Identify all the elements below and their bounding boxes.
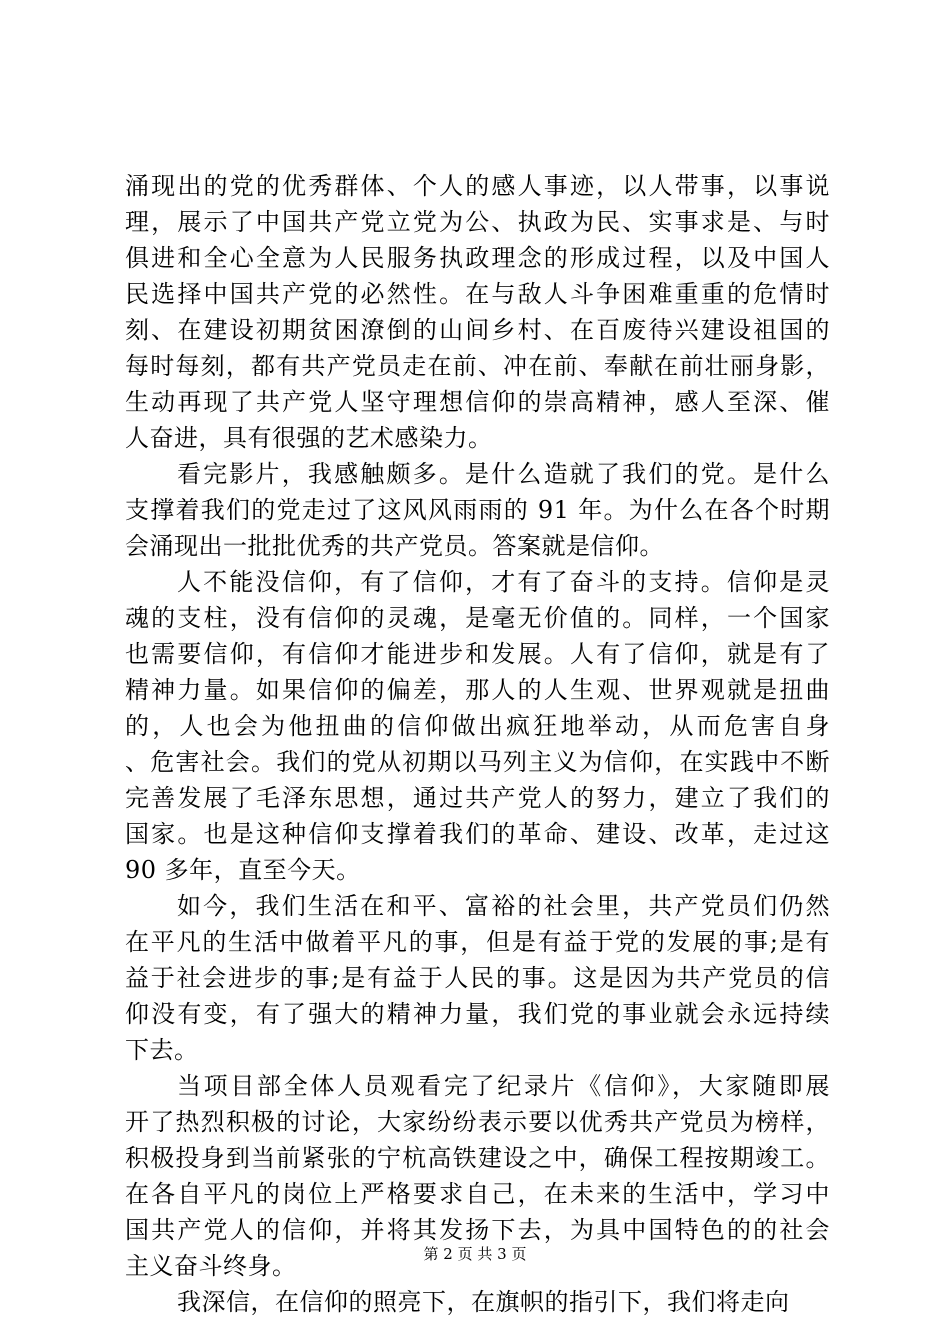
page-footer [0, 1244, 950, 1264]
paragraph [125, 1284, 830, 1320]
paragraph [125, 564, 830, 888]
text-line: 当项目部全体人员观看完了纪录片《信仰》，大家随即展 [177, 1072, 830, 1100]
text-line: 涌现出的党的优秀群体、个人的感人事迹，以人带事，以事说 [125, 172, 830, 200]
paragraph [125, 168, 830, 456]
text-line: 俱进和全心全意为人民服务执政理念的形成过程，以及中国人 [125, 244, 830, 272]
text-line: 在各自平凡的岗位上严格要求自己，在未来的生活中，学习中 [125, 1180, 830, 1208]
text-line: 开了热烈积极的讨论，大家纷纷表示要以优秀共产党员为榜样， [125, 1108, 830, 1136]
text-line: 看完影片，我感触颇多。是什么造就了我们的党。是什么 [177, 460, 830, 488]
text-line: 每时每刻，都有共产党员走在前、冲在前、奉献在前壮丽身影， [125, 352, 830, 380]
body-text [125, 168, 830, 1320]
text-line: 如今，我们生活在和平、富裕的社会里，共产党员们仍然 [177, 892, 830, 920]
text-line: 生动再现了共产党人坚守理想信仰的崇高精神，感人至深、催 [125, 388, 830, 416]
text-line: 民选择中国共产党的必然性。在与敌人斗争困难重重的危情时 [125, 280, 830, 308]
text-line: 、危害社会。我们的党从初期以马列主义为信仰，在实践中不断 [125, 748, 830, 776]
text-line: 国共产党人的信仰，并将其发扬下去，为具中国特色的的社会 [125, 1216, 830, 1244]
text-line: 积极投身到当前紧张的宁杭高铁建设之中，确保工程按期竣工。 [125, 1144, 830, 1172]
text-line: 下去。 [125, 1036, 199, 1064]
text-line: 人奋进，具有很强的艺术感染力。 [125, 424, 493, 452]
text-line: 支撑着我们的党走过了这风风雨雨的 91 年。为什么在各个时期 [125, 496, 830, 524]
text-line: 仰没有变，有了强大的精神力量，我们党的事业就会永远持续 [125, 1000, 830, 1028]
text-line: 魂的支柱，没有信仰的灵魂，是毫无价值的。同样，一个国家 [125, 604, 830, 632]
text-line: 精神力量。如果信仰的偏差，那人的人生观、世界观就是扭曲 [125, 676, 830, 704]
text-line: 人不能没信仰，有了信仰，才有了奋斗的支持。信仰是灵 [177, 568, 830, 596]
text-line: 我深信，在信仰的照亮下，在旗帜的指引下，我们将走向 [177, 1288, 790, 1316]
text-line: 国家。也是这种信仰支撑着我们的革命、建设、改革，走过这 [125, 820, 830, 848]
text-line: 完善发展了毛泽东思想，通过共产党人的努力，建立了我们的 [125, 784, 830, 812]
text-line: 主义奋斗终身。 [125, 1252, 297, 1280]
text-line: 也需要信仰，有信仰才能进步和发展。人有了信仰，就是有了 [125, 640, 830, 668]
page-number-label: 第 2 页 共 3 页 [423, 1245, 527, 1263]
text-line: 会涌现出一批批优秀的共产党员。答案就是信仰。 [125, 532, 664, 560]
text-line: 的，人也会为他扭曲的信仰做出疯狂地举动，从而危害自身 [125, 712, 830, 740]
text-line: 在平凡的生活中做着平凡的事，但是有益于党的发展的事;是有 [125, 928, 830, 956]
paragraph [125, 456, 830, 564]
paragraph [125, 888, 830, 1068]
text-line: 刻、在建设初期贫困潦倒的山间乡村、在百废待兴建设祖国的 [125, 316, 830, 344]
text-line: 90 多年，直至今天。 [125, 856, 361, 884]
text-line: 理，展示了中国共产党立党为公、执政为民、实事求是、与时 [125, 208, 830, 236]
text-line: 益于社会进步的事;是有益于人民的事。这是因为共产党员的信 [125, 964, 830, 992]
